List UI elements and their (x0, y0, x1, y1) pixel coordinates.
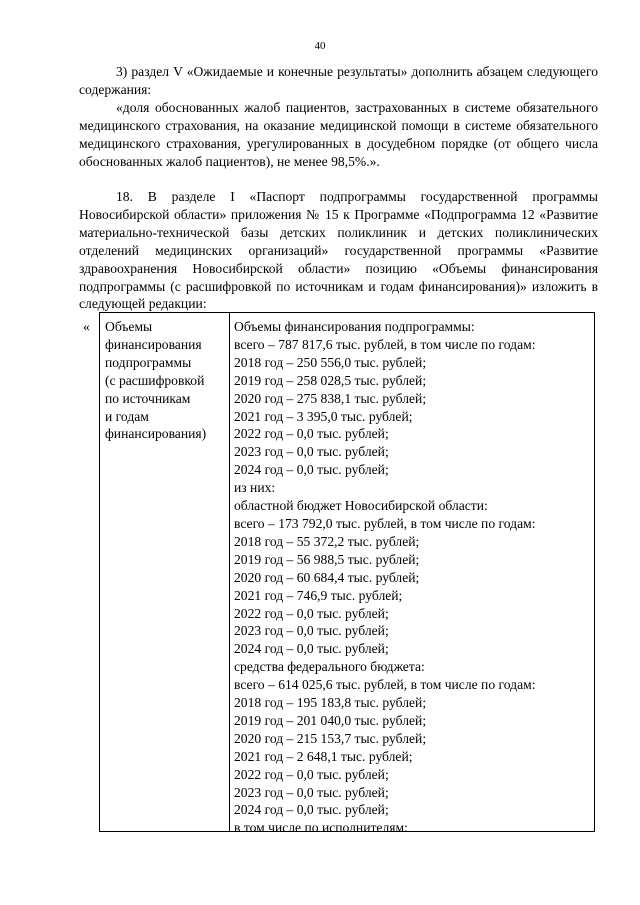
left-cell-line: по источникам (105, 390, 191, 406)
left-cell-line: Объемы (105, 319, 153, 334)
right-cell-line: всего – 173 792,0 тыс. рублей, в том числе по годам: (234, 515, 536, 531)
amendment-quote-block (79, 99, 598, 171)
right-cell-line: в том числе по исполнителям: (234, 820, 408, 836)
right-cell-line: 2020 год – 215 153,7 тыс. рублей; (234, 730, 427, 746)
right-cell-line: 2021 год – 2 648,1 тыс. рублей; (234, 748, 413, 764)
right-cell-line: из них: (234, 480, 276, 496)
right-cell-line: 2020 год – 60 684,4 тыс. рублей; (234, 569, 420, 585)
right-cell-line: областной бюджет Новосибирской области: (234, 498, 488, 514)
right-cell-line: 2018 год – 55 372,2 тыс. рублей; (234, 533, 420, 549)
table-column-divider (229, 313, 230, 831)
left-cell-line: и годам (105, 408, 149, 424)
page-number: 40 (314, 40, 326, 52)
paragraph-complaints-share: «доля обоснованных жалоб пациентов, застрахованных в системе обязательного медицинского страхования, на оказание медицинской помощи в системе обязательного медицинского страхования, урегулированных в досудебном порядке (от общего числа обоснованных жалоб пациентов), не менее 98,5%.». (79, 100, 598, 169)
right-cell-line: 2021 год – 3 395,0 тыс. рублей; (234, 408, 413, 424)
right-cell-line: всего – 614 025,6 тыс. рублей, в том числе по годам: (234, 677, 536, 693)
right-cell-line: 2018 год – 250 556,0 тыс. рублей; (234, 354, 427, 370)
right-cell-line: Объемы финансирования подпрограммы: (234, 319, 475, 334)
right-cell-line: 2024 год – 0,0 тыс. рублей; (234, 802, 389, 818)
right-cell-line: 2024 год – 0,0 тыс. рублей; (234, 641, 389, 657)
right-cell-line: 2019 год – 258 028,5 тыс. рублей; (234, 372, 427, 388)
right-cell-line: 2021 год – 746,9 тыс. рублей; (234, 587, 403, 603)
right-cell-line: 2020 год – 275 838,1 тыс. рублей; (234, 390, 427, 406)
paragraph-section-v-amendment: 3) раздел V «Ожидаемые и конечные результаты» дополнить абзацем следующего содержания: (79, 64, 598, 97)
right-cell-line: 2023 год – 0,0 тыс. рублей; (234, 444, 389, 460)
right-cell-line: 2019 год – 56 988,5 тыс. рублей; (234, 551, 420, 567)
table-cell-financing-volumes (234, 318, 590, 837)
right-cell-line: 2019 год – 201 040,0 тыс. рублей; (234, 712, 427, 728)
right-cell-line: 2022 год – 0,0 тыс. рублей; (234, 426, 389, 442)
right-cell-line: средства федерального бюджета: (234, 659, 425, 675)
right-cell-line: 2018 год – 195 183,8 тыс. рублей; (234, 695, 427, 711)
left-cell-line: подпрограммы (105, 354, 192, 370)
amendment-item-18 (79, 188, 598, 313)
paragraph-section-i-passport: 18. В разделе I «Паспорт подпрограммы государственной программы Новосибирской области» приложения № 15 к Программе «Подпрограмма 12 «Развитие материально-технической базы детских поликлиник и детских поликлинических отделений медицинских организаций» государственной программы «Развитие здравоохранения Новосибирской области» позицию «Объемы финансирования подпрограммы (с расшифровкой по источникам и годам финансирования)» изложить в следующей редакции: (79, 189, 598, 312)
table-cell-position-name (105, 318, 227, 443)
amendment-item-3 (79, 63, 598, 99)
left-cell-line: (с расшифровкой (105, 372, 205, 388)
left-cell-line: финансирования (105, 336, 202, 352)
right-cell-line: 2023 год – 0,0 тыс. рублей; (234, 623, 389, 639)
right-cell-line: 2022 год – 0,0 тыс. рублей; (234, 605, 389, 621)
right-cell-line: всего – 787 817,6 тыс. рублей, в том числе по годам: (234, 336, 536, 352)
right-cell-line: 2022 год – 0,0 тыс. рублей; (234, 766, 389, 782)
opening-quote-mark: « (83, 319, 90, 334)
right-cell-line: 2024 год – 0,0 тыс. рублей; (234, 462, 389, 478)
right-cell-line: 2023 год – 0,0 тыс. рублей; (234, 784, 389, 800)
financing-passport-table (99, 312, 595, 836)
left-cell-line: финансирования) (105, 426, 207, 442)
